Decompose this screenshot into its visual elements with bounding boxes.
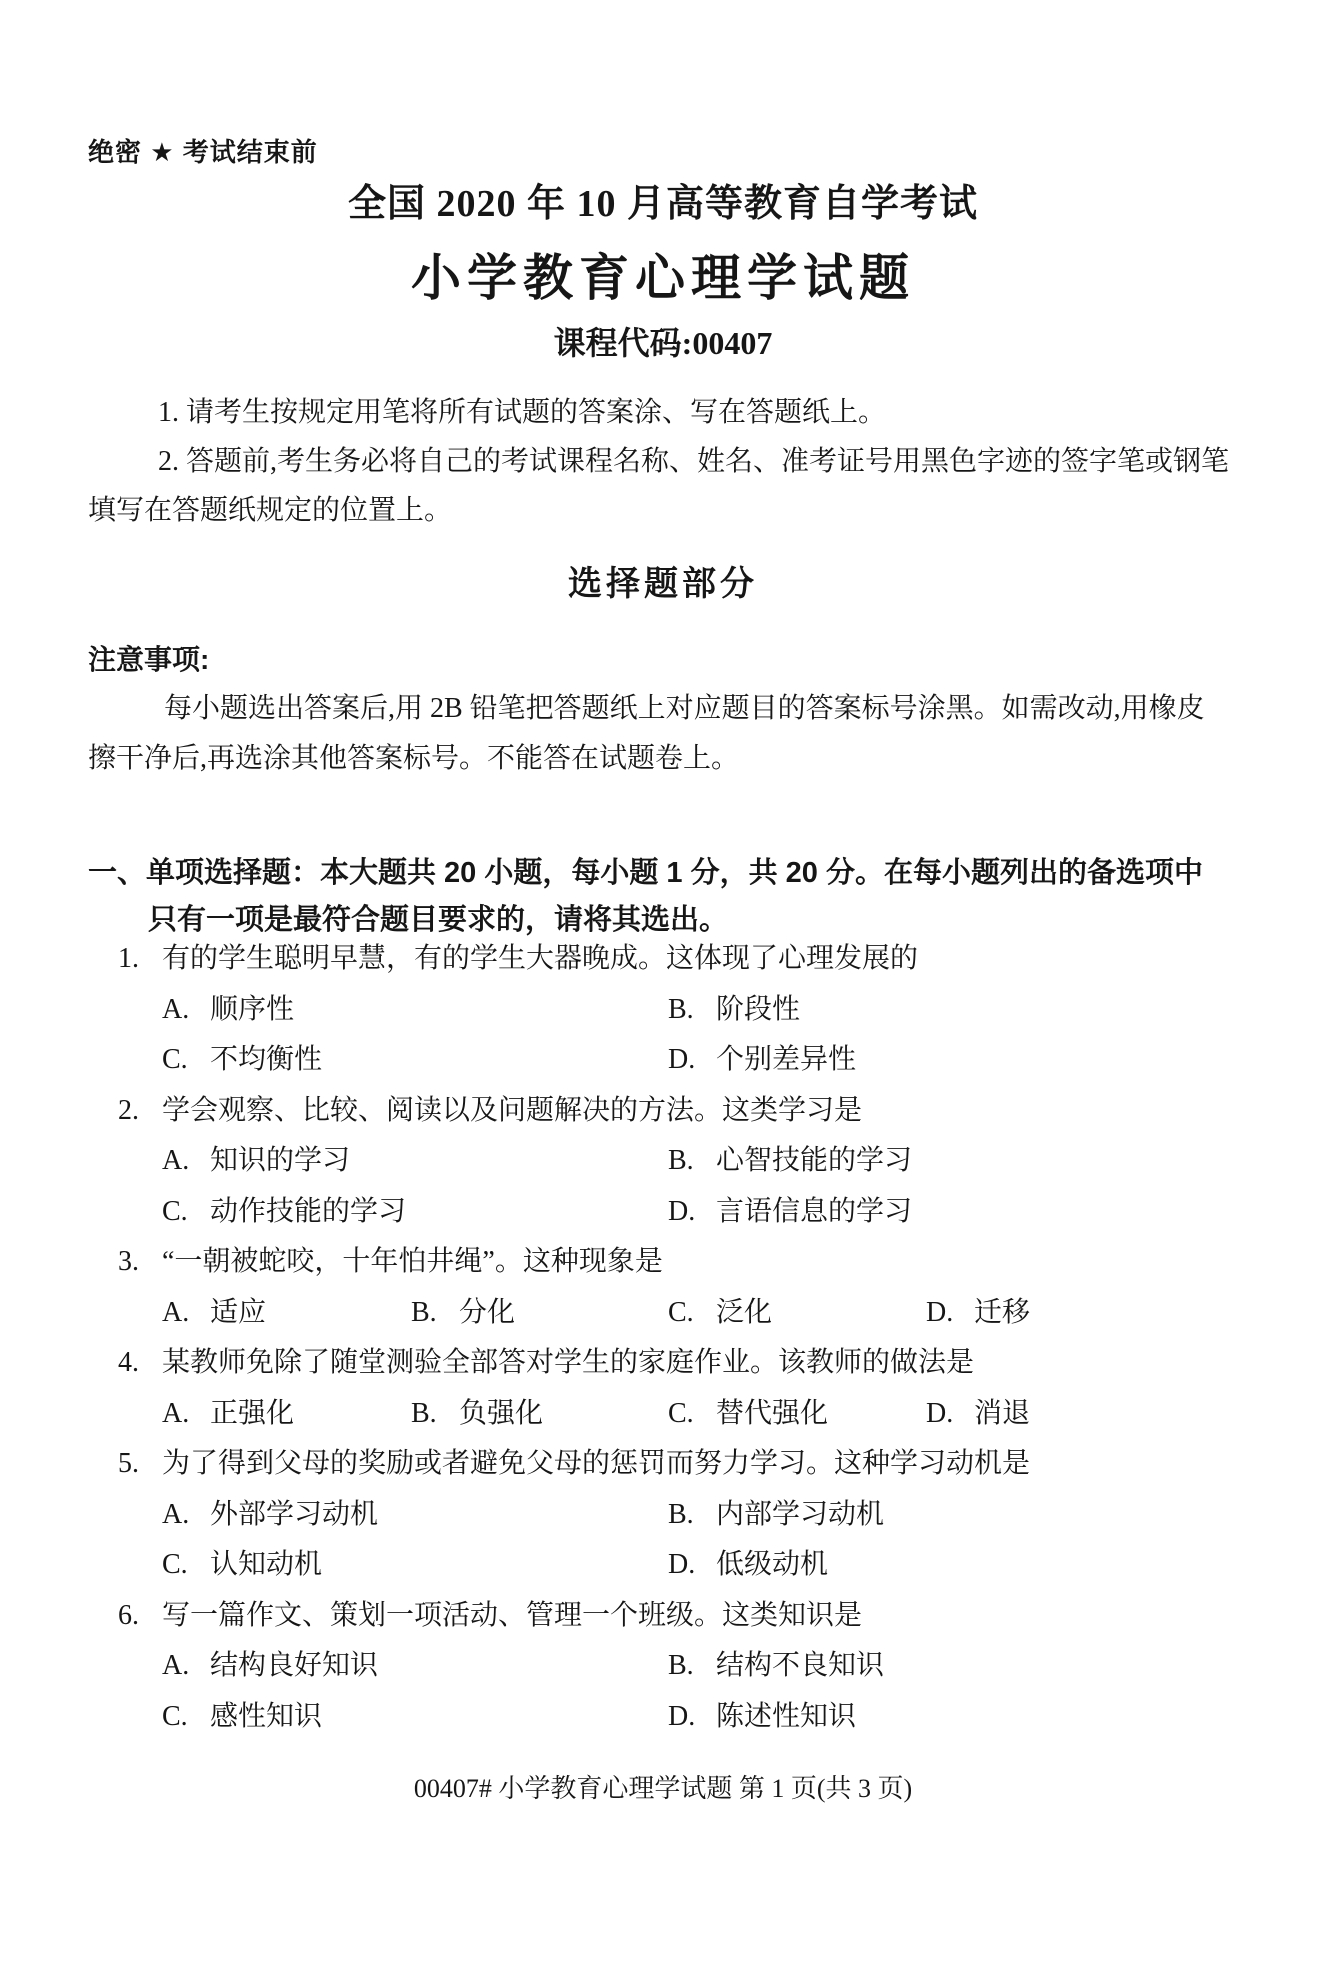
option-label: C. xyxy=(162,1044,188,1075)
notice-line-2: 擦干净后,再选涂其他答案标号。不能答在试题卷上。 xyxy=(88,743,740,774)
option-text: 感性知识 xyxy=(210,1700,323,1732)
option-text: 外部学习动机 xyxy=(210,1498,379,1530)
option-text: 低级动机 xyxy=(716,1549,829,1580)
question-number: 2. xyxy=(118,1094,139,1126)
option-D xyxy=(668,1187,912,1238)
question-stem: 某教师免除了随堂测验全部答对学生的家庭作业。该教师的做法是 xyxy=(162,1347,975,1378)
option-D xyxy=(668,1035,856,1086)
option-label: B. xyxy=(668,993,694,1025)
option-B xyxy=(411,1288,515,1339)
question-item xyxy=(88,1338,1266,1439)
question-number: 3. xyxy=(118,1246,139,1277)
option-A xyxy=(162,1641,378,1692)
option-label: A. xyxy=(162,993,190,1025)
option-label: C. xyxy=(668,1296,694,1328)
secrecy-notice: 绝密 ★ 考试结束前 xyxy=(88,137,318,167)
question-list xyxy=(88,934,1266,1742)
option-text: 消退 xyxy=(974,1397,1031,1429)
question-stem: 写一篇作文、策划一项活动、管理一个班级。这类知识是 xyxy=(162,1599,863,1631)
question-number: 4. xyxy=(118,1347,139,1378)
option-text: 负强化 xyxy=(459,1397,544,1429)
option-text: 认知动机 xyxy=(210,1549,323,1580)
option-text: 正强化 xyxy=(210,1397,295,1429)
general-instructions xyxy=(88,388,1246,535)
option-D xyxy=(668,1692,856,1743)
option-B xyxy=(668,1490,884,1541)
option-text: 动作技能的学习 xyxy=(210,1195,407,1227)
question-item xyxy=(88,1237,1266,1338)
option-label: A. xyxy=(162,1397,190,1429)
option-B xyxy=(668,1641,884,1692)
section-title: 选择题部分 xyxy=(568,565,758,603)
option-label: A. xyxy=(162,1650,190,1681)
option-text: 泛化 xyxy=(716,1296,773,1328)
option-C xyxy=(162,1187,406,1238)
course-code: 课程代码:00407 xyxy=(553,325,773,361)
option-label: C. xyxy=(668,1397,694,1429)
option-label: B. xyxy=(411,1397,437,1429)
option-text: 替代强化 xyxy=(716,1397,829,1429)
option-A xyxy=(162,1389,294,1440)
option-label: D. xyxy=(926,1397,954,1429)
option-text: 心智技能的学习 xyxy=(716,1145,913,1176)
option-text: 内部学习动机 xyxy=(716,1498,885,1530)
option-label: D. xyxy=(668,1195,696,1227)
question-item xyxy=(88,934,1266,1086)
part-one-header-line-2: 只有一项是最符合题目要求的，请将其选出。 xyxy=(148,904,729,936)
part-one-header xyxy=(88,850,1256,944)
option-A xyxy=(162,1288,266,1339)
option-label: C. xyxy=(162,1195,188,1227)
option-A xyxy=(162,985,294,1036)
option-label: D. xyxy=(668,1044,696,1075)
question-number: 1. xyxy=(118,943,139,974)
option-label: A. xyxy=(162,1498,190,1530)
option-text: 陈述性知识 xyxy=(716,1700,857,1732)
option-label: D. xyxy=(926,1296,954,1328)
instruction-item-1: 1. 请考生按规定用笔将所有试题的答案涂、写在答题纸上。 xyxy=(158,397,887,428)
option-label: B. xyxy=(668,1145,694,1176)
option-text: 不均衡性 xyxy=(210,1044,323,1075)
option-text: 知识的学习 xyxy=(210,1145,351,1176)
option-C xyxy=(162,1692,322,1743)
option-B xyxy=(411,1389,543,1440)
question-item xyxy=(88,1439,1266,1591)
instruction-item-2-line-1: 2. 答题前,考生务必将自己的考试课程名称、姓名、准考证号用黑色字迹的签字笔或钢笔 xyxy=(158,446,1230,477)
question-stem: 有的学生聪明早慧，有的学生大器晚成。这体现了心理发展的 xyxy=(162,943,919,974)
option-D xyxy=(926,1288,1030,1339)
option-label: B. xyxy=(668,1498,694,1530)
option-text: 分化 xyxy=(459,1296,516,1328)
option-text: 迁移 xyxy=(974,1296,1031,1328)
option-D xyxy=(926,1389,1030,1440)
option-text: 言语信息的学习 xyxy=(716,1195,913,1227)
question-item xyxy=(88,1591,1266,1743)
option-B xyxy=(668,1136,912,1187)
option-A xyxy=(162,1490,378,1541)
option-text: 结构不良知识 xyxy=(716,1650,885,1681)
option-B xyxy=(668,985,800,1036)
option-label: C. xyxy=(162,1549,188,1580)
question-item xyxy=(88,1086,1266,1238)
option-A xyxy=(162,1136,350,1187)
notice-body xyxy=(88,684,1246,784)
option-C xyxy=(162,1540,322,1591)
notice-header: 注意事项: xyxy=(88,644,210,675)
option-text: 结构良好知识 xyxy=(210,1650,379,1681)
option-label: C. xyxy=(162,1700,188,1732)
exam-session-title: 全国 2020 年 10 月高等教育自学考试 xyxy=(347,183,978,225)
question-stem: 为了得到父母的奖励或者避免父母的惩罚而努力学习。这种学习动机是 xyxy=(162,1448,1031,1479)
option-text: 适应 xyxy=(210,1296,267,1328)
option-text: 个别差异性 xyxy=(716,1044,857,1075)
page-footer: 00407# 小学教育心理学试题 第 1 页(共 3 页) xyxy=(413,1774,913,1803)
option-C xyxy=(162,1035,322,1086)
question-stem: “一朝被蛇咬，十年怕井绳”。这种现象是 xyxy=(162,1246,663,1277)
part-one-header-line-1: 一、单项选择题：本大题共 20 小题，每小题 1 分，共 20 分。在每小题列出的备选项中 xyxy=(88,857,1203,889)
notice-line-1: 每小题选出答案后,用 2B 铅笔把答题纸上对应题目的答案标号涂黑。如需改动,用橡皮 xyxy=(164,693,1205,724)
option-C xyxy=(668,1389,828,1440)
question-number: 6. xyxy=(118,1599,139,1631)
option-label: A. xyxy=(162,1296,190,1328)
option-text: 顺序性 xyxy=(210,993,295,1025)
option-C xyxy=(668,1288,772,1339)
option-D xyxy=(668,1540,828,1591)
option-label: A. xyxy=(162,1145,190,1176)
question-stem: 学会观察、比较、阅读以及问题解决的方法。这类学习是 xyxy=(162,1094,863,1126)
option-text: 阶段性 xyxy=(716,993,801,1025)
option-label: B. xyxy=(411,1296,437,1328)
paper-title: 小学教育心理学试题 xyxy=(411,250,915,306)
question-number: 5. xyxy=(118,1448,139,1479)
option-label: B. xyxy=(668,1650,694,1681)
instruction-item-2-line-2: 填写在答题纸规定的位置上。 xyxy=(88,495,453,526)
option-label: D. xyxy=(668,1700,696,1732)
option-label: D. xyxy=(668,1549,696,1580)
